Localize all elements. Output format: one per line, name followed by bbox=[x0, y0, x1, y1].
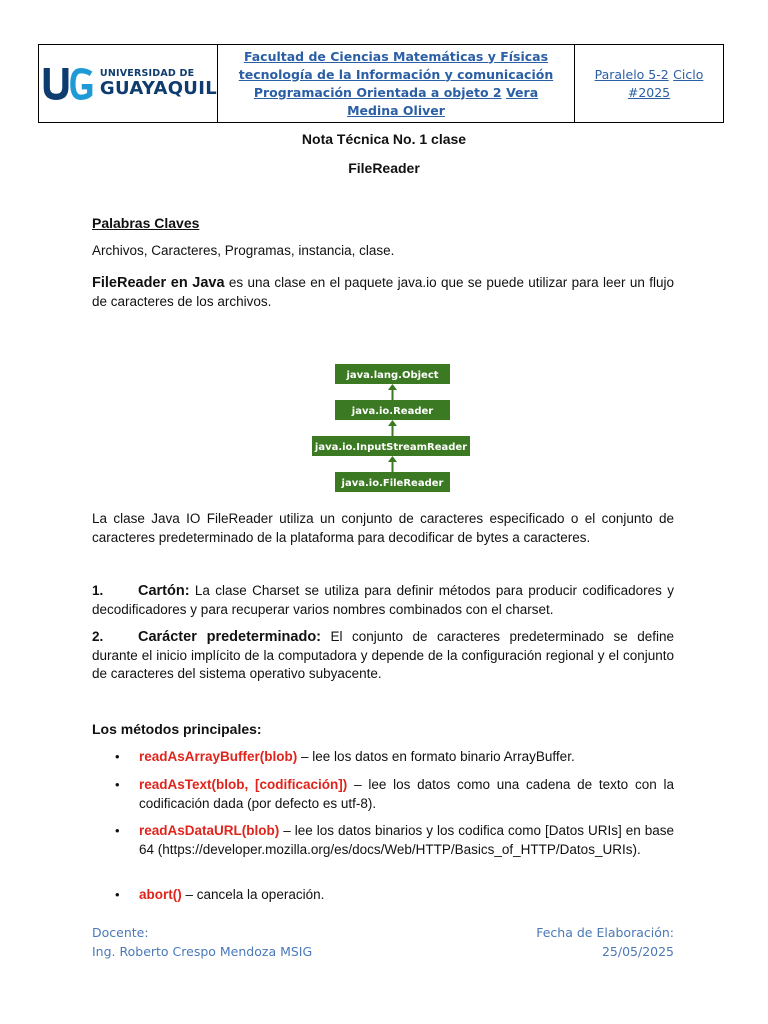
diagram-label-object: java.lang.Object bbox=[346, 370, 439, 381]
method-description: – lee los datos en formato binario ArrayBuffer. bbox=[297, 749, 575, 764]
fecha-value: 25/05/2025 bbox=[601, 944, 674, 959]
numbered-item bbox=[92, 628, 674, 684]
diagram-label-reader: java.io.Reader bbox=[351, 406, 434, 417]
keywords-heading bbox=[92, 214, 674, 234]
method-name: readAsDataURL(blob) bbox=[139, 823, 280, 838]
diagram-label-inputstreamreader: java.io.InputStreamReader bbox=[314, 442, 468, 453]
intro-text: es una clase en el paquete java.io que se puede utilizar para leer un flujo de caracteres de los archivos. bbox=[92, 275, 674, 309]
method-description: – lee los datos como una cadena de texto con la codificación dada (por defecto es utf-8). bbox=[139, 777, 674, 811]
diagram-arrowhead-3 bbox=[388, 456, 397, 462]
keywords-text: Archivos, Caracteres, Programas, instancia, clase. bbox=[92, 243, 395, 258]
diagram-label-filereader: java.io.FileReader bbox=[341, 478, 444, 489]
numbered-item-text: El conjunto de caracteres predeterminado se define durante el inicio implícito de la computadora y depende de la configuración regional y el conjunto de caracteres del sistema operativo subyacente. bbox=[92, 629, 674, 681]
methods-heading-text: Los métodos principales: bbox=[92, 721, 262, 737]
logo-cell bbox=[39, 45, 218, 123]
bullet-icon: • bbox=[115, 823, 120, 838]
faculty-link[interactable]: Facultad de Ciencias Matemáticas y Físicas bbox=[243, 48, 549, 64]
method-description: – cancela la operación. bbox=[181, 887, 325, 902]
ciclo-link[interactable]: Ciclo bbox=[673, 66, 704, 82]
intro-bold: FileReader en Java bbox=[92, 275, 225, 291]
header-table bbox=[38, 44, 724, 123]
method-name: readAsArrayBuffer(blob) bbox=[139, 749, 298, 764]
note-subtitle: FileReader bbox=[348, 160, 420, 176]
note-title: Nota Técnica No. 1 clase bbox=[301, 131, 467, 147]
method-name: abort() bbox=[139, 887, 182, 902]
university-logo bbox=[39, 62, 217, 106]
author-name-link[interactable]: Medina Oliver bbox=[347, 102, 445, 118]
numbered-item-number: 1. bbox=[92, 583, 104, 598]
bullet-icon: • bbox=[115, 749, 120, 764]
ug-logo-icon bbox=[41, 62, 96, 106]
charset-paragraph: La clase Java IO FileReader utiliza un conjunto de caracteres especificado o el conjunto de caracteres predeterminado de la plataforma para decodificar de bytes a caracteres. bbox=[92, 511, 674, 545]
numbered-item-term: Cartón: bbox=[138, 583, 190, 599]
methods-heading bbox=[92, 720, 674, 740]
docente-name: Ing. Roberto Crespo Mendoza MSIG bbox=[92, 944, 313, 959]
bullet-icon: • bbox=[115, 777, 120, 792]
method-name: readAsText(blob, [codificación]) bbox=[139, 777, 348, 792]
author-surname-link[interactable]: Vera bbox=[506, 84, 539, 100]
diagram-arrowhead-2 bbox=[388, 420, 397, 426]
docente-label: Docente: bbox=[92, 925, 149, 940]
class-hierarchy-diagram bbox=[312, 362, 470, 494]
logo-small-text: UNIVERSIDAD DE bbox=[99, 67, 195, 79]
diagram-arrowhead-1 bbox=[388, 384, 397, 390]
ciclo-year-link[interactable]: #2025 bbox=[627, 84, 671, 100]
logo-big-text: GUAYAQUIL bbox=[99, 78, 217, 100]
footer-docente bbox=[92, 923, 312, 961]
bullet-icon: • bbox=[115, 887, 120, 902]
method-list-item bbox=[115, 822, 674, 859]
numbered-item-term: Carácter predeterminado: bbox=[138, 629, 321, 645]
footer-fecha bbox=[536, 923, 674, 961]
fecha-label: Fecha de Elaboración: bbox=[536, 925, 674, 940]
method-list-item bbox=[115, 886, 674, 905]
program-link[interactable]: tecnología de la Información y comunicación bbox=[238, 66, 554, 82]
method-description: – lee los datos binarios y los codifica como [Datos URIs] en base 64 (https://developer.mozilla.org/es/docs/Web/HTTP/Basics_of_HTTP/Datos_URIs). bbox=[139, 823, 674, 857]
method-list-item bbox=[115, 748, 674, 767]
numbered-item bbox=[92, 582, 674, 619]
keywords-heading-text: Palabras Claves bbox=[92, 215, 200, 231]
faculty-cell bbox=[218, 45, 575, 123]
paralelo-cell bbox=[575, 45, 724, 123]
course-link[interactable]: Programación Orientada a objeto 2 bbox=[253, 84, 502, 100]
paralelo-link[interactable]: Paralelo 5-2 bbox=[594, 66, 669, 82]
method-list-item bbox=[115, 776, 674, 813]
intro-paragraph bbox=[92, 274, 674, 311]
numbered-item-number: 2. bbox=[92, 629, 104, 644]
numbered-item-text: La clase Charset se utiliza para definir métodos para producir codificadores y decodificadores y para recuperar varios nombres combinados con el charset. bbox=[92, 583, 674, 617]
